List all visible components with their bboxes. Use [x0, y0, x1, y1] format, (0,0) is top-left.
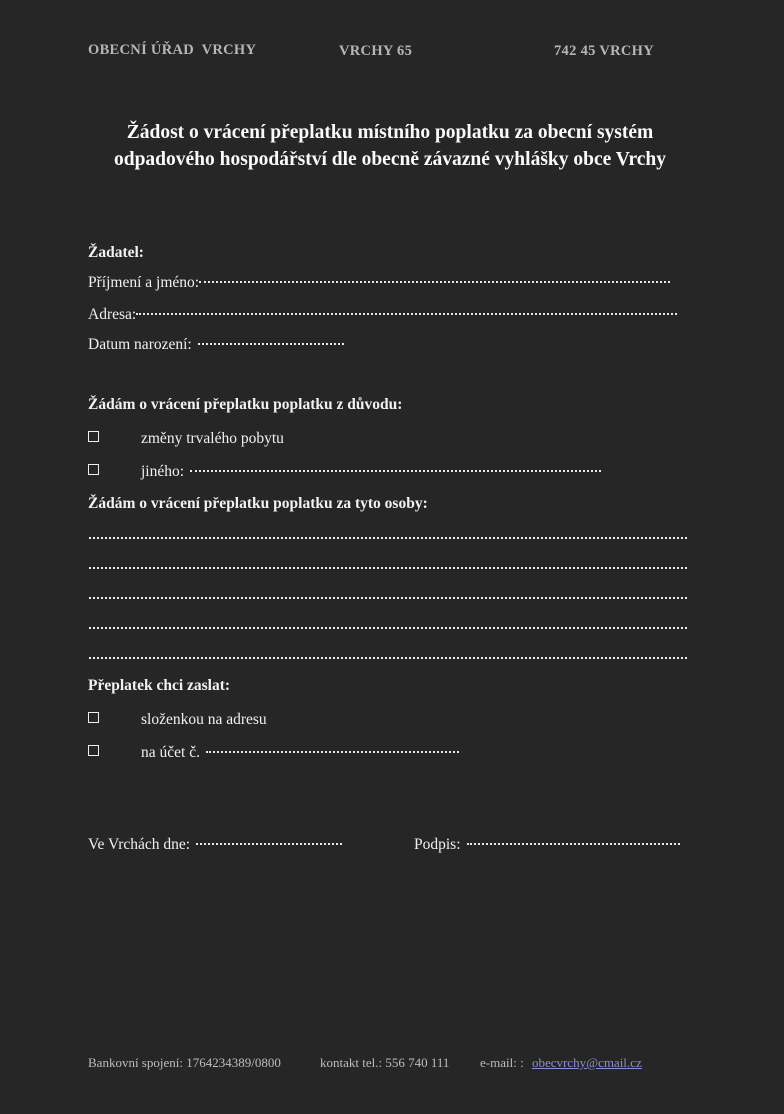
payout-option-money-order-label: složenkou na adresu	[141, 711, 267, 728]
persons-blank-line[interactable]	[89, 567, 687, 569]
applicant-name-row	[88, 274, 670, 292]
applicant-name-label: Příjmení a jméno:	[88, 274, 200, 291]
signature-label: Podpis:	[414, 836, 461, 853]
signature-input-line[interactable]	[467, 842, 680, 845]
applicant-name-input-line[interactable]	[199, 280, 670, 283]
payout-option-money-order[interactable]	[88, 711, 267, 729]
payout-option-bank-account-label: na účet č.	[141, 744, 200, 761]
reason-option-residence-change[interactable]	[88, 430, 284, 448]
document-footer	[88, 1055, 708, 1075]
payout-account-number-input-line[interactable]	[206, 750, 459, 753]
persons-heading: Žádám o vrácení přeplatku poplatku za tyto osoby:	[88, 495, 428, 512]
document-title: Žádost o vrácení přeplatku místního poplatku za obecní systém odpadového hospodářství dle obecně závazné vyhlášky obce Vrchy	[113, 122, 666, 170]
persons-blank-line[interactable]	[89, 657, 687, 659]
footer-email-group	[480, 1055, 642, 1071]
checkbox-empty-icon[interactable]	[88, 431, 99, 442]
header-office-name: OBECNÍ ÚŘAD VRCHY	[88, 42, 257, 58]
reason-option-residence-change-label: změny trvalého pobytu	[141, 430, 284, 447]
applicant-birthdate-input-line[interactable]	[198, 342, 344, 345]
payout-heading: Přeplatek chci zaslat:	[88, 677, 231, 694]
checkbox-empty-icon[interactable]	[88, 745, 99, 756]
applicant-birthdate-row	[88, 336, 344, 354]
reason-option-other-input-line[interactable]	[190, 469, 601, 472]
reason-heading: Žádám o vrácení přeplatku poplatku z důvodu:	[88, 396, 403, 413]
header-street-address: VRCHY 65	[339, 43, 413, 59]
applicant-address-label: Adresa:	[88, 306, 137, 323]
footer-email-label: e-mail: :	[480, 1055, 524, 1070]
applicant-birthdate-label: Datum narození:	[88, 336, 192, 353]
persons-blank-line[interactable]	[89, 597, 687, 599]
reason-option-other-label: jiného:	[141, 463, 185, 480]
checkbox-empty-icon[interactable]	[88, 712, 99, 723]
signature-group	[414, 836, 680, 854]
applicant-heading: Žadatel:	[88, 244, 144, 261]
persons-blank-line[interactable]	[89, 627, 687, 629]
applicant-address-input-line[interactable]	[136, 312, 677, 315]
footer-phone: kontakt tel.: 556 740 111	[320, 1055, 450, 1070]
payout-option-bank-account[interactable]	[88, 744, 459, 762]
place-date-label: Ve Vrchách dne:	[88, 836, 191, 853]
footer-email-link[interactable]: obecvrchy@cmail.cz	[531, 1055, 642, 1070]
header-postal-city: 742 45 VRCHY	[554, 43, 655, 59]
document-header	[88, 42, 688, 64]
applicant-address-row	[88, 306, 677, 324]
footer-bank-account: Bankovní spojení: 1764234389/0800	[88, 1055, 281, 1070]
persons-blank-line[interactable]	[89, 537, 687, 539]
place-date-input-line[interactable]	[196, 842, 342, 845]
reason-option-other[interactable]	[88, 463, 601, 481]
place-date-group	[88, 836, 342, 854]
checkbox-empty-icon[interactable]	[88, 464, 99, 475]
